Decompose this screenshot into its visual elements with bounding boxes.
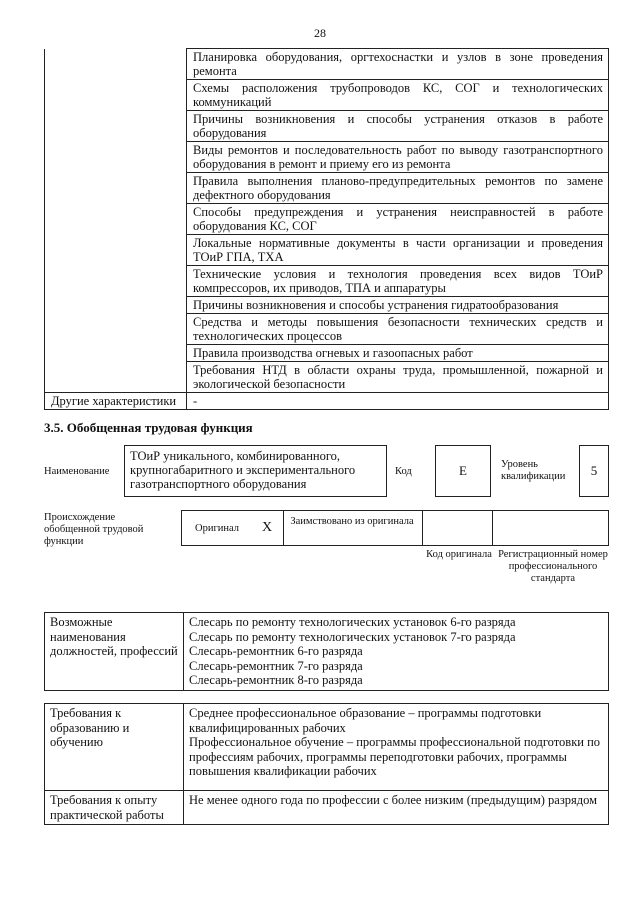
divider <box>492 511 493 545</box>
code-label: Код <box>395 466 412 477</box>
education-values <box>184 704 609 791</box>
knowledge-item: Способы предупреждения и устранения неисправностей в работе оборудования КС, СОГ <box>187 204 609 235</box>
other-characteristics-value: - <box>187 393 609 410</box>
education-label: Требования к образованию и обучению <box>45 704 184 791</box>
knowledge-item: Причины возникновения и способы устранения отказов в работе оборудования <box>187 111 609 142</box>
borrowed-label: Заимствовано из оригинала <box>290 516 414 527</box>
divider <box>283 511 284 545</box>
positions-label: Возможные наименования должностей, профессий <box>45 613 184 691</box>
experience-label: Требования к опыту практической работы <box>45 791 184 825</box>
position-item: Слесарь по ремонту технологических установок 6-го разряда <box>189 615 516 629</box>
original-label: Оригинал <box>195 523 239 534</box>
position-item: Слесарь-ремонтник 7-го разряда <box>189 658 363 673</box>
knowledge-item: Планировка оборудования, оргтехоснастки и узлов в зоне проведения ремонта <box>187 49 609 80</box>
positions-values <box>184 613 609 691</box>
name-label: Наименование <box>44 466 110 477</box>
name-value: ТОиР уникального, комбинированного, крупногабаритного и экспериментального газотранспортного оборудования <box>124 445 387 497</box>
table-row <box>45 791 609 825</box>
knowledge-item: Локальные нормативные документы в части организации и проведения ТОиР ГПА, ТХА <box>187 235 609 266</box>
table-row <box>45 393 609 410</box>
page-number: 28 <box>314 26 326 40</box>
knowledge-item: Виды ремонтов и последовательность работ по выводу газотранспортного оборудования в ремонт и приему его из ремонта <box>187 142 609 173</box>
position-item: Слесарь-ремонтник 6-го разряда <box>189 644 363 658</box>
origin-label: Происхождение обобщенной трудовой функции <box>44 512 144 547</box>
knowledge-item: Требования НТД в области охраны труда, промышленной, пожарной и экологической безопасности <box>187 362 609 393</box>
knowledge-item: Правила выполнения планово-предупредительных ремонтов по замене дефектного оборудования <box>187 173 609 204</box>
requirements-table <box>44 703 609 825</box>
knowledge-item: Правила производства огневых и газоопасных работ <box>187 345 609 362</box>
section-title: 3.5. Обобщенная трудовая функция <box>44 420 253 435</box>
original-mark: X <box>262 520 273 535</box>
position-item: Слесарь-ремонтник 8-го разряда <box>189 673 363 687</box>
education-item: Профессиональное обучение – программы профессиональной подготовки по профессиям рабочих, программы переподготовки рабочих, программы повышения квалификации рабочих <box>189 735 601 778</box>
registration-number-label: Регистрационный номер профессионального стандарта <box>498 549 608 584</box>
positions-table <box>44 612 609 691</box>
table-row <box>45 613 609 691</box>
divider <box>422 511 423 545</box>
table-row <box>45 49 609 80</box>
knowledge-item: Причины возникновения и способы устранения гидратообразования <box>187 297 609 314</box>
other-characteristics-label: Другие характеристики <box>45 393 187 410</box>
knowledge-item: Схемы расположения трубопроводов КС, СОГ и технологических коммуникаций <box>187 80 609 111</box>
position-item: Слесарь по ремонту технологических установок 7-го разряда <box>189 629 516 644</box>
knowledge-item: Средства и методы повышения безопасности технических средств и технологических процессов <box>187 314 609 345</box>
code-value: E <box>435 445 491 497</box>
origin-code-label: Код оригинала <box>426 549 492 560</box>
education-item: Среднее профессиональное образование – программы подготовки квалифицированных рабочих <box>189 706 542 735</box>
qualification-level-label: Уровень квалификации <box>501 459 566 482</box>
origin-table <box>181 510 609 546</box>
table-row <box>45 704 609 791</box>
qualification-level-value: 5 <box>579 445 609 497</box>
knowledge-table <box>44 48 609 410</box>
experience-value: Не менее одного года по профессии с более низким (предыдущим) разрядом <box>184 791 609 825</box>
knowledge-item: Технические условия и технология проведения всех видов ТОиР компрессоров, их приводов, ТПА и аппаратуры <box>187 266 609 297</box>
table-cell-empty <box>45 49 187 393</box>
